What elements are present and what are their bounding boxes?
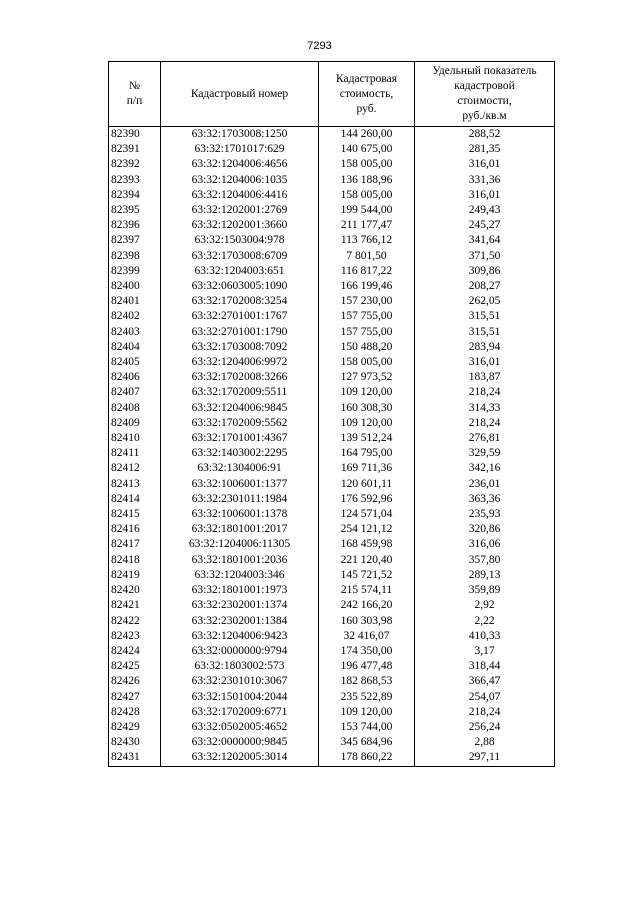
cadastral-value: 32 416,07 — [319, 629, 415, 644]
specific-indicator: 366,47 — [415, 674, 555, 689]
row-number: 82426 — [109, 674, 161, 689]
cadastral-number: 63:32:1701001:4367 — [161, 431, 319, 446]
specific-indicator: 410,33 — [415, 629, 555, 644]
cadastral-value: 109 120,00 — [319, 385, 415, 400]
cadastral-value: 215 574,11 — [319, 583, 415, 598]
cadastral-value: 196 477,48 — [319, 659, 415, 674]
cadastral-number: 63:32:1803002:573 — [161, 659, 319, 674]
cadastral-value: 169 711,36 — [319, 461, 415, 476]
table-row — [109, 416, 555, 431]
table-row — [109, 690, 555, 705]
cadastral-number: 63:32:1701017:629 — [161, 142, 319, 157]
table-row — [109, 507, 555, 522]
cadastral-value: 211 177,47 — [319, 218, 415, 233]
cadastral-value: 7 801,50 — [319, 249, 415, 264]
specific-indicator: 288,52 — [415, 127, 555, 143]
row-number: 82392 — [109, 157, 161, 172]
cadastral-value: 144 260,00 — [319, 127, 415, 143]
cadastral-number: 63:32:2302001:1384 — [161, 614, 319, 629]
cadastral-value: 153 744,00 — [319, 720, 415, 735]
specific-indicator: 363,36 — [415, 492, 555, 507]
specific-indicator: 236,01 — [415, 477, 555, 492]
specific-indicator: 235,93 — [415, 507, 555, 522]
cadastral-number: 63:32:1501004:2044 — [161, 690, 319, 705]
cadastral-value: 166 199,46 — [319, 279, 415, 294]
row-number: 82422 — [109, 614, 161, 629]
row-number: 82398 — [109, 249, 161, 264]
cadastral-value: 178 860,22 — [319, 750, 415, 766]
specific-indicator: 2,22 — [415, 614, 555, 629]
cadastral-value: 136 188,96 — [319, 173, 415, 188]
row-number: 82404 — [109, 340, 161, 355]
row-number: 82390 — [109, 127, 161, 143]
table-row — [109, 401, 555, 416]
row-number: 82409 — [109, 416, 161, 431]
row-number: 82401 — [109, 294, 161, 309]
header-cadastral-value: Кадастровая стоимость, руб. — [319, 62, 415, 127]
cadastral-value: 140 675,00 — [319, 142, 415, 157]
table-row — [109, 294, 555, 309]
specific-indicator: 316,01 — [415, 188, 555, 203]
cadastral-number: 63:32:1801001:2036 — [161, 553, 319, 568]
row-number: 82394 — [109, 188, 161, 203]
table-row — [109, 446, 555, 461]
cadastral-number: 63:32:1204006:9972 — [161, 355, 319, 370]
cadastral-value: 109 120,00 — [319, 416, 415, 431]
cadastral-number: 63:32:1702008:3254 — [161, 294, 319, 309]
specific-indicator: 315,51 — [415, 309, 555, 324]
table-row — [109, 720, 555, 735]
specific-indicator: 314,33 — [415, 401, 555, 416]
row-number: 82400 — [109, 279, 161, 294]
table-row — [109, 173, 555, 188]
specific-indicator: 316,01 — [415, 355, 555, 370]
cadastral-value: 158 005,00 — [319, 355, 415, 370]
cadastral-number: 63:32:1202001:2769 — [161, 203, 319, 218]
specific-indicator: 218,24 — [415, 705, 555, 720]
cadastral-number: 63:32:1006001:1377 — [161, 477, 319, 492]
table-row — [109, 157, 555, 172]
table-row — [109, 553, 555, 568]
cadastral-value: 139 512,24 — [319, 431, 415, 446]
cadastral-number: 63:32:1403002:2295 — [161, 446, 319, 461]
table-row — [109, 522, 555, 537]
specific-indicator: 316,06 — [415, 537, 555, 552]
specific-indicator: 316,01 — [415, 157, 555, 172]
table-row — [109, 537, 555, 552]
cadastral-number: 63:32:1006001:1378 — [161, 507, 319, 522]
specific-indicator: 359,89 — [415, 583, 555, 598]
row-number: 82424 — [109, 644, 161, 659]
cadastral-number: 63:32:1703008:6709 — [161, 249, 319, 264]
row-number: 82423 — [109, 629, 161, 644]
row-number: 82399 — [109, 264, 161, 279]
header-cadastral-number: Кадастровый номер — [161, 62, 319, 127]
header-row — [109, 62, 555, 127]
table-row — [109, 735, 555, 750]
row-number: 82419 — [109, 568, 161, 583]
cadastral-value: 168 459,98 — [319, 537, 415, 552]
table-row — [109, 264, 555, 279]
table-row — [109, 188, 555, 203]
table-row — [109, 218, 555, 233]
table-row — [109, 233, 555, 248]
cadastral-number: 63:32:1702009:5562 — [161, 416, 319, 431]
cadastral-value: 158 005,00 — [319, 157, 415, 172]
specific-indicator: 341,64 — [415, 233, 555, 248]
cadastral-number: 63:32:0000000:9845 — [161, 735, 319, 750]
row-number: 82393 — [109, 173, 161, 188]
cadastral-value: 199 544,00 — [319, 203, 415, 218]
row-number: 82411 — [109, 446, 161, 461]
row-number: 82406 — [109, 370, 161, 385]
cadastral-value: 157 230,00 — [319, 294, 415, 309]
cadastral-number: 63:32:1204006:1035 — [161, 173, 319, 188]
row-number: 82418 — [109, 553, 161, 568]
row-number: 82429 — [109, 720, 161, 735]
cadastral-number: 63:32:1304006:91 — [161, 461, 319, 476]
cadastral-number: 63:32:1204003:346 — [161, 568, 319, 583]
specific-indicator: 249,43 — [415, 203, 555, 218]
table-row — [109, 370, 555, 385]
cadastral-value: 242 166,20 — [319, 598, 415, 613]
cadastral-number: 63:32:1503004:978 — [161, 233, 319, 248]
cadastral-value: 127 973,52 — [319, 370, 415, 385]
row-number: 82405 — [109, 355, 161, 370]
row-number: 82413 — [109, 477, 161, 492]
cadastral-value: 182 868,53 — [319, 674, 415, 689]
specific-indicator: 262,05 — [415, 294, 555, 309]
cadastral-value: 254 121,12 — [319, 522, 415, 537]
cadastral-number: 63:32:1702008:3266 — [161, 370, 319, 385]
cadastral-value: 345 684,96 — [319, 735, 415, 750]
cadastral-value: 109 120,00 — [319, 705, 415, 720]
row-number: 82430 — [109, 735, 161, 750]
specific-indicator: 281,35 — [415, 142, 555, 157]
row-number: 82395 — [109, 203, 161, 218]
specific-indicator: 208,27 — [415, 279, 555, 294]
cadastral-value: 164 795,00 — [319, 446, 415, 461]
table-row — [109, 644, 555, 659]
cadastral-number: 63:32:1202005:3014 — [161, 750, 319, 766]
specific-indicator: 318,44 — [415, 659, 555, 674]
row-number: 82412 — [109, 461, 161, 476]
row-number: 82397 — [109, 233, 161, 248]
table-row — [109, 629, 555, 644]
cadastral-number: 63:32:2701001:1767 — [161, 309, 319, 324]
cadastral-value: 176 592,96 — [319, 492, 415, 507]
cadastral-number: 63:32:1204006:9423 — [161, 629, 319, 644]
row-number: 82416 — [109, 522, 161, 537]
cadastral-number: 63:32:1703008:1250 — [161, 127, 319, 143]
specific-indicator: 320,86 — [415, 522, 555, 537]
specific-indicator: 2,88 — [415, 735, 555, 750]
cadastral-value: 221 120,40 — [319, 553, 415, 568]
table-row — [109, 309, 555, 324]
table-row — [109, 705, 555, 720]
table-row — [109, 492, 555, 507]
cadastral-value: 174 350,00 — [319, 644, 415, 659]
cadastral-number: 63:32:0000000:9794 — [161, 644, 319, 659]
specific-indicator: 218,24 — [415, 385, 555, 400]
cadastral-value: 160 308,30 — [319, 401, 415, 416]
cadastral-number: 63:32:2701001:1790 — [161, 325, 319, 340]
row-number: 82391 — [109, 142, 161, 157]
cadastral-value: 157 755,00 — [319, 325, 415, 340]
cadastral-number: 63:32:2301011:1984 — [161, 492, 319, 507]
table-row — [109, 355, 555, 370]
cadastral-number: 63:32:1204003:651 — [161, 264, 319, 279]
row-number: 82410 — [109, 431, 161, 446]
cadastral-number: 63:32:1204006:11305 — [161, 537, 319, 552]
specific-indicator: 309,86 — [415, 264, 555, 279]
specific-indicator: 183,87 — [415, 370, 555, 385]
specific-indicator: 283,94 — [415, 340, 555, 355]
table-header — [109, 62, 555, 127]
cadastral-number: 63:32:1204006:9845 — [161, 401, 319, 416]
cadastral-value: 158 005,00 — [319, 188, 415, 203]
row-number: 82402 — [109, 309, 161, 324]
specific-indicator: 3,17 — [415, 644, 555, 659]
cadastral-value: 113 766,12 — [319, 233, 415, 248]
cadastral-number: 63:32:1702009:5511 — [161, 385, 319, 400]
specific-indicator: 2,92 — [415, 598, 555, 613]
table-row — [109, 583, 555, 598]
cadastral-value: 157 755,00 — [319, 309, 415, 324]
row-number: 82428 — [109, 705, 161, 720]
table-row — [109, 385, 555, 400]
row-number: 82425 — [109, 659, 161, 674]
specific-indicator: 276,81 — [415, 431, 555, 446]
row-number: 82407 — [109, 385, 161, 400]
cadastral-number: 63:32:1204006:4656 — [161, 157, 319, 172]
table-row — [109, 477, 555, 492]
cadastral-value: 116 817,22 — [319, 264, 415, 279]
page-number: 7293 — [307, 40, 332, 52]
cadastral-value: 120 601,11 — [319, 477, 415, 492]
row-number: 82396 — [109, 218, 161, 233]
specific-indicator: 254,07 — [415, 690, 555, 705]
table-row — [109, 249, 555, 264]
table-row — [109, 279, 555, 294]
table-row — [109, 750, 555, 766]
header-specific-indicator: Удельный показатель кадастровой стоимости, руб./кв.м — [415, 62, 555, 127]
specific-indicator: 297,11 — [415, 750, 555, 766]
specific-indicator: 342,16 — [415, 461, 555, 476]
specific-indicator: 245,27 — [415, 218, 555, 233]
cadastral-number: 63:32:1202001:3660 — [161, 218, 319, 233]
table-row — [109, 461, 555, 476]
row-number: 82421 — [109, 598, 161, 613]
cadastral-number: 63:32:0603005:1090 — [161, 279, 319, 294]
cadastral-value: 160 303,98 — [319, 614, 415, 629]
header-num: № п/п — [109, 62, 161, 127]
table-row — [109, 142, 555, 157]
cadastral-number: 63:32:1703008:7092 — [161, 340, 319, 355]
cadastral-value: 124 571,04 — [319, 507, 415, 522]
cadastral-value-table — [108, 61, 555, 767]
row-number: 82427 — [109, 690, 161, 705]
specific-indicator: 256,24 — [415, 720, 555, 735]
table-row — [109, 203, 555, 218]
cadastral-value: 150 488,20 — [319, 340, 415, 355]
cadastral-number: 63:32:1801001:1973 — [161, 583, 319, 598]
cadastral-number: 63:32:1702009:6771 — [161, 705, 319, 720]
specific-indicator: 315,51 — [415, 325, 555, 340]
table-body — [109, 127, 555, 767]
cadastral-number: 63:32:0502005:4652 — [161, 720, 319, 735]
specific-indicator: 218,24 — [415, 416, 555, 431]
table-row — [109, 598, 555, 613]
cadastral-number: 63:32:1801001:2017 — [161, 522, 319, 537]
table-row — [109, 614, 555, 629]
row-number: 82408 — [109, 401, 161, 416]
specific-indicator: 357,80 — [415, 553, 555, 568]
cadastral-value: 235 522,89 — [319, 690, 415, 705]
cadastral-number: 63:32:2302001:1374 — [161, 598, 319, 613]
table-row — [109, 340, 555, 355]
row-number: 82420 — [109, 583, 161, 598]
row-number: 82417 — [109, 537, 161, 552]
row-number: 82414 — [109, 492, 161, 507]
cadastral-number: 63:32:1204006:4416 — [161, 188, 319, 203]
row-number: 82415 — [109, 507, 161, 522]
table-row — [109, 431, 555, 446]
cadastral-value: 145 721,52 — [319, 568, 415, 583]
table-row — [109, 127, 555, 143]
table-row — [109, 325, 555, 340]
specific-indicator: 289,13 — [415, 568, 555, 583]
specific-indicator: 329,59 — [415, 446, 555, 461]
table-row — [109, 568, 555, 583]
row-number: 82403 — [109, 325, 161, 340]
table-row — [109, 674, 555, 689]
specific-indicator: 371,50 — [415, 249, 555, 264]
table-row — [109, 659, 555, 674]
cadastral-number: 63:32:2301010:3067 — [161, 674, 319, 689]
row-number: 82431 — [109, 750, 161, 766]
specific-indicator: 331,36 — [415, 173, 555, 188]
